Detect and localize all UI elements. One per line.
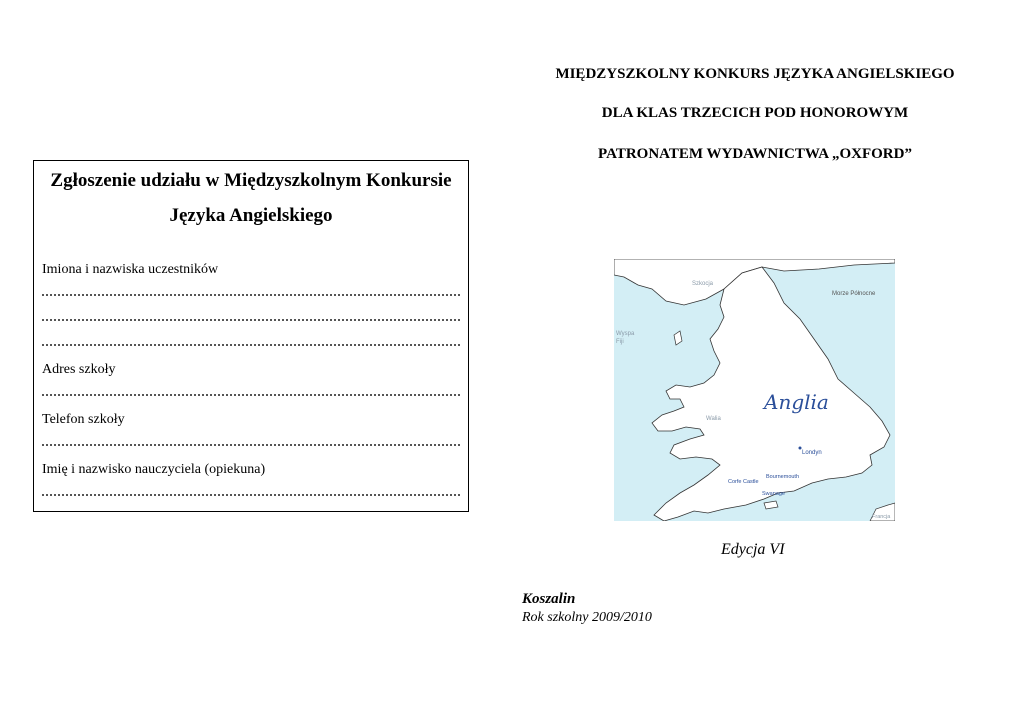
england-map	[614, 259, 895, 521]
teacher-name-line[interactable]	[42, 493, 460, 496]
city-label: Koszalin	[522, 591, 576, 607]
map-handwritten-label: Anglia	[764, 390, 829, 414]
map-label-isle-2: Fiji	[616, 339, 624, 345]
registration-form	[33, 160, 469, 512]
contest-title-line2: DLA KLAS TRZECICH POD HONOROWYM	[601, 105, 909, 121]
contest-title-line1: MIĘDZYSZKOLNY KONKURS JĘZYKA ANGIELSKIEGO	[555, 66, 955, 82]
participants-label: Imiona i nazwiska uczestników	[42, 262, 219, 277]
school-address-line[interactable]	[42, 393, 460, 396]
school-year-label: Rok szkolny 2009/2010	[522, 610, 652, 625]
map-label-france: Francja	[872, 514, 891, 520]
participant-line-2[interactable]	[42, 318, 460, 321]
form-title-line1: Zgłoszenie udziału w Międzyszkolnym Konkursie	[50, 170, 452, 191]
school-phone-line[interactable]	[42, 443, 460, 446]
contest-title-line3: PATRONATEM WYDAWNICTWA „OXFORD”	[598, 146, 912, 162]
map-label-bournemouth: Bournemouth	[766, 474, 800, 480]
map-label-north-sea: Morze Północne	[832, 291, 876, 297]
school-address-label: Adres szkoły	[42, 362, 116, 377]
map-label-swanage: Swanage	[762, 491, 785, 497]
participant-line-3[interactable]	[42, 343, 460, 346]
map-label-scotland: Szkocja	[692, 281, 714, 287]
school-phone-label: Telefon szkoły	[42, 412, 125, 427]
teacher-name-label: Imię i nazwisko nauczyciela (opiekuna)	[42, 462, 266, 477]
edition-label: Edycja VI	[721, 541, 785, 558]
map-label-corfe-castle: Corfe Castle	[728, 479, 759, 485]
form-title-line2: Języka Angielskiego	[169, 205, 333, 226]
map-label-isle-1: Wyspa	[616, 331, 635, 337]
map-label-wales: Walia	[706, 416, 721, 422]
participant-line-1[interactable]	[42, 293, 460, 296]
map-label-london: Londyn	[802, 450, 822, 456]
